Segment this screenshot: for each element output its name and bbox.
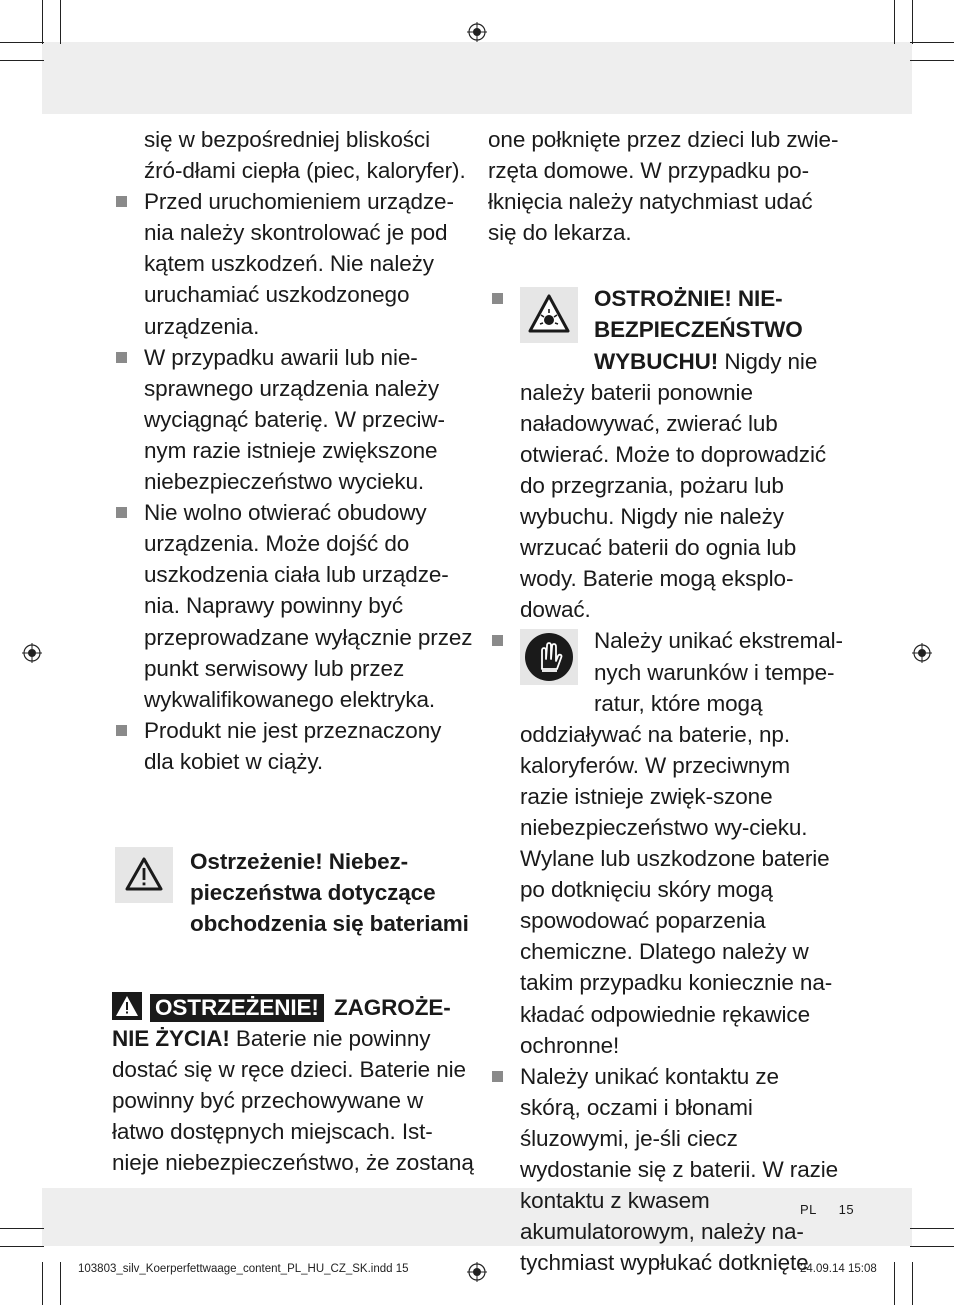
list-item — [488, 283, 844, 625]
list-item — [488, 1061, 844, 1279]
square-bullet-icon — [492, 635, 503, 646]
registration-mark-icon — [912, 643, 932, 663]
list-item: Przed uruchomieniem urządze-nia należy skontrolować je pod kątem uszkodzeń. Nie należy uruchamiać uszkodzonego urządzenia. — [112, 186, 474, 341]
list-item: Produkt nie jest przeznaczony dla kobiet w ciąży. — [112, 715, 474, 777]
danger-title: ZAGROŻE-NIE ŻYCIA! — [112, 994, 451, 1052]
registration-mark-icon — [467, 22, 487, 42]
square-bullet-icon — [116, 352, 127, 363]
square-bullet-icon — [492, 1071, 503, 1082]
square-bullet-icon — [116, 725, 127, 736]
registration-mark-icon — [467, 1262, 487, 1282]
battery-warning-heading: Ostrzeżenie! Niebez-pieczeństwa dotyczące obchodzenia się bateriami — [190, 848, 469, 936]
list-item — [488, 625, 844, 1060]
gloves-text: Należy unikać ekstremal-nych warunków i tempe-ratur, które mogą oddziaływać na baterie, np. kaloryferów. W przeciwnym razie istnieje zwięk-szone niebezpieczeństwo wy-cieku. Wylane lub uszkodzone baterie po dotknięciu skóry mogą spowodować poparzenia chemiczne. Dlatego należy w takim przypadku koniecznie na-kładać odpowiednie rękawice ochronne! — [520, 628, 843, 1058]
file-name: 103803_silv_Koerperfettwaage_content_PL_HU_CZ_SK.indd 15 — [78, 1263, 409, 1275]
continuation-text: się w bezpośredniej bliskości źró-dłami ciepła (piec, kaloryfer). — [144, 127, 466, 184]
left-column — [112, 124, 474, 1179]
protective-gloves-icon — [520, 629, 578, 685]
danger-label-badge: OSTRZEŻENIE! — [150, 994, 324, 1022]
print-date-time: 24.09.14 15:08 — [800, 1263, 877, 1275]
right-column — [488, 124, 844, 1278]
danger-text: Baterie nie powinny dostać się w ręce dzieci. Baterie nie powinny być przechowywane w łatwo dostępnych miejscach. Ist-nieje niebezpieczeństwo, że zostaną — [112, 1026, 474, 1176]
page-footer — [800, 1202, 854, 1217]
warning-triangle-icon — [112, 992, 142, 1020]
square-bullet-icon — [116, 507, 127, 518]
explosion-text: Nigdy nie należy baterii ponownie naładowywać, zwierać lub otwierać. Może to doprowadzić do przegrzania, pożaru lub wybuchu. Nigdy nie należy wrzucać baterii do ognia lub wody. Baterie mogą eksplo-dować. — [520, 348, 826, 623]
danger-paragraph — [112, 992, 474, 1179]
explosion-title: OSTROŻNIE! NIE-BEZPIECZEŃSTWO WYBUCHU! — [594, 286, 803, 374]
language-code: PL — [800, 1202, 817, 1217]
page-number: 15 — [838, 1202, 855, 1217]
list-item: Nie wolno otwierać obudowy urządzenia. Może dojść do uszkodzenia ciała lub urządze-nia. Naprawy powinny być przeprowadzane wyłącznie przez punkt serwisowy lub przez wykwalifikowanego elektryka. — [112, 497, 474, 715]
registration-mark-icon — [22, 643, 42, 663]
contact-text: Należy unikać kontaktu ze skórą, oczami i błonami śluzowymi, je-śli ciecz wydostanie się z baterii. W razie kontaktu z kwasem akumulatorowym, należy na-tychmiast wypłukać dotknięte — [520, 1063, 839, 1276]
battery-warning-section — [112, 846, 474, 970]
square-bullet-icon — [116, 196, 127, 207]
header-band — [42, 42, 912, 114]
explosion-hazard-icon — [520, 287, 578, 343]
warning-triangle-icon — [115, 847, 173, 903]
continuation-text: one połknięte przez dzieci lub zwie-rzęta domowe. W przypadku po-łknięcia należy natychmiast udać się do lekarza. — [488, 127, 839, 246]
square-bullet-icon — [492, 293, 503, 304]
list-item: W przypadku awarii lub nie-sprawnego urządzenia należy wyciągnąć baterię. W przeciw-nym razie istnieje zwiększone niebezpieczeństwo wycieku. — [112, 342, 474, 497]
